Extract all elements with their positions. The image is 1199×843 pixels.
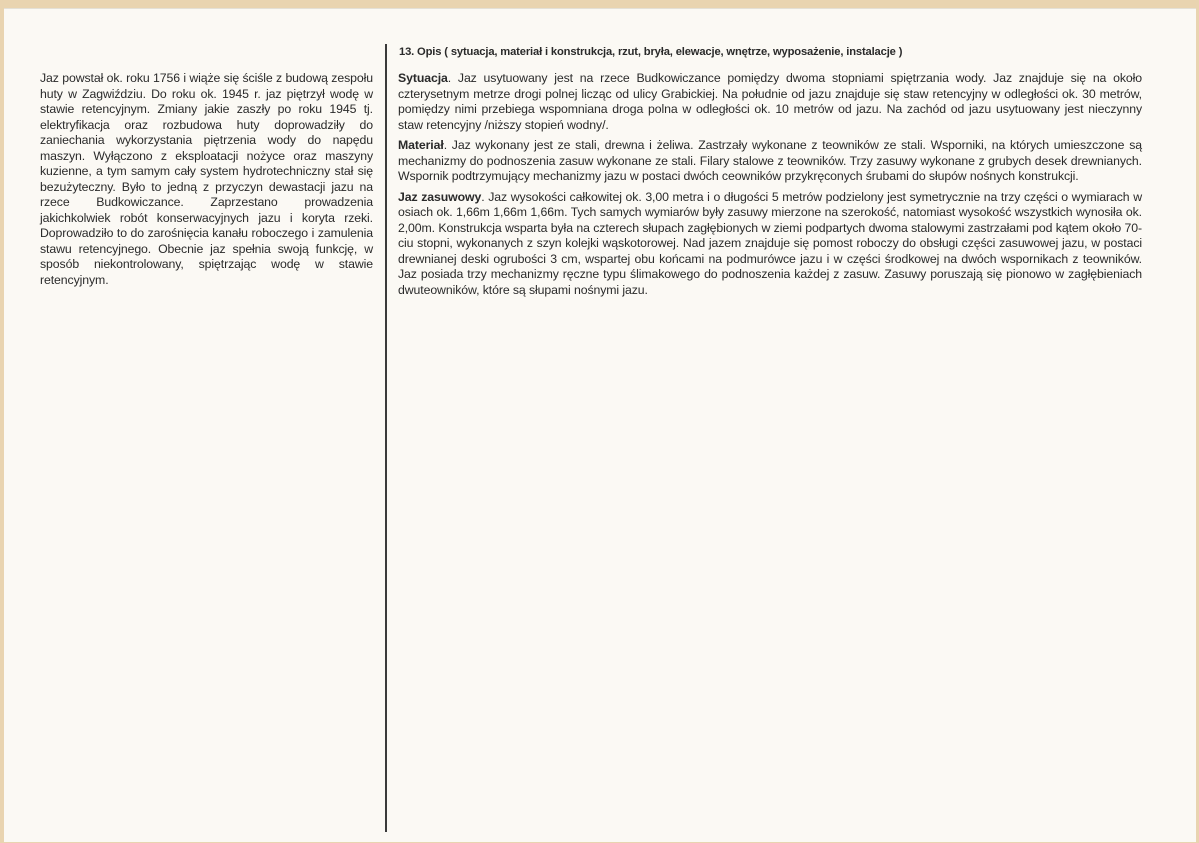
description-body: [398, 71, 1142, 303]
paragraph-weir: [398, 190, 1142, 299]
paragraph-text: . Jaz wysokości całkowitej ok. 3,00 metra i o długości 5 metrów podzielony jest symetrycznie na trzy części o wymiarach w osiach ok. 1,66m 1,66m 1,66m. Tych samych wymiarów były zasuwy mierzone na szerokość, natomiast wysokość wszystkich wynosiła ok. 2,00m. Konstrukcja wsparta była na czterech słupach zagłębionych w ziemi podpartych dwoma stalowymi zastrzałami pod kątem około 70-ciu stopni, wykonanych z szyn kolejki wąskotorowej. Nad jazem znajduje się pomost roboczy do obsługi części zasuwowej jazu, w postaci drewnianej deski ogrubości 3 cm, wspartej obu końcami na podmurówce jazu i w części środkowej na dwóch wspornikach z teowników. Jaz posiada trzy mechanizmy ręczne typu ślimakowego do podnoszenia każdej z zasuw. Zasuwy poruszają się pionowo w zagłębieniach dwuteowników, które są słupami nośnymi jazu.: [398, 189, 1142, 297]
paragraph-material: [398, 138, 1142, 185]
paragraph-text: . Jaz usytuowany jest na rzece Budkowiczance pomiędzy dwoma stopniami spiętrzania wody. Jaz znajduje się na około czterysetnym metrze drogi polnej licząc od ulicy Grabickiej. Na południe od jazu znajduje się staw retencyjny w odległości ok. 30 metrów, pomiędzy nimi przebiega wspomniana droga polna w odległości ok. 10 metrów od jazu. Na zachód od jazu usytuowany jest nieczynny staw retencyjny /niższy stopień wodny/.: [398, 71, 1142, 132]
paragraph-text: . Jaz wykonany jest ze stali, drewna i żeliwa. Zastrzały wykonane z teowników ze stali. Wsporniki, na których umieszczone są mechanizmy do podnoszenia zasuw wykonane ze stali. Filary stalowe z teowników. Trzy zasuwy wykonane z grubych desek drewnianych. Wspornik podtrzymujący mechanizmy jazu w postaci dwóch ceowników przykręconych śrubami do słupów nośnych konstrukcji.: [398, 138, 1142, 183]
column-divider: [385, 44, 387, 832]
section-heading: 13. Opis ( sytuacja, materiał i konstrukcja, rzut, bryła, elewacje, wnętrze, wyposażenie, instalacje ): [399, 46, 903, 58]
paragraph-lead: Materiał: [398, 138, 444, 152]
paragraph-lead: Sytuacja: [398, 71, 448, 85]
paragraph-lead: Jaz zasuwowy: [398, 189, 482, 204]
paragraph-situation: [398, 71, 1142, 133]
history-text: Jaz powstał ok. roku 1756 i wiąże się ściśle z budową zespołu huty w Zagwiździu. Do roku ok. 1945 r. jaz piętrzył wodę w stawie retencyjnym. Zmiany jakie zaszły po roku 1945 tj. elektryfikacja oraz rozbudowa huty doprowadziły do zaniechania wykorzystania piętrzenia wody do napędu maszyn. Wyłączono z eksploatacji nożyce oraz maszyny kuzienne, a tym samym cały system hydrotechniczny stał się bezużyteczny. Było to jedną z przyczyn dewastacji jazu na rzece Budkowiczance. Zaprzestano prowadzenia jakichkolwiek robót konserwacyjnych jazu i koryta rzeki. Doprowadziło to do zarośnięcia kanału roboczego i zamulenia stawu retencyjnego. Obecnie jaz spełnia swoją funkcję, w sposób niekontrolowany, spiętrzając wodę w stawie retencyjnym.: [40, 71, 373, 287]
